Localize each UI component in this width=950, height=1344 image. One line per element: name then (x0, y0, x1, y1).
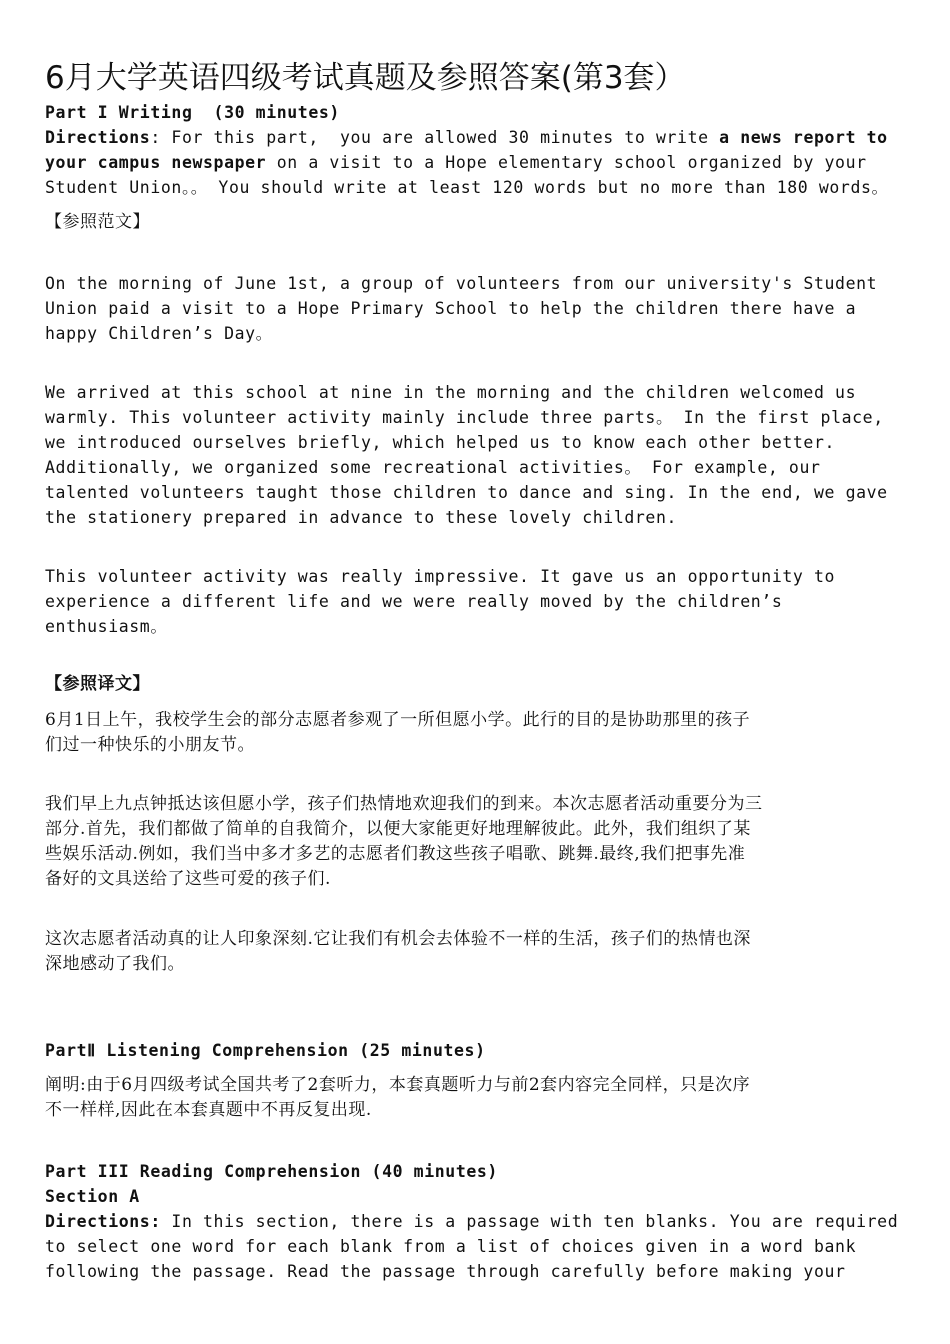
directions-emphasis: your campus newspaper (45, 153, 267, 172)
translation-line: 部分.首先，我们都做了简单的自我简介，以便大家能更好地理解彼此。此外，我们组织了某 (45, 819, 751, 839)
translation-line: 这次志愿者活动真的让人印象深刻.它让我们有机会去体验不一样的生活，孩子们的热情也深 (45, 929, 751, 949)
directions-emphasis: a news report to (719, 128, 888, 147)
part1-directions-line1 (45, 125, 888, 150)
essay-line: We arrived at this school at nine in the morning and the children welcomed us (45, 383, 857, 402)
part3-heading: Part III Reading Comprehension (40 minutes) (45, 1162, 498, 1181)
directions-text: : For this part, you are allowed 30 minutes to write (150, 128, 720, 147)
essay-line: enthusiasm。 (45, 617, 168, 636)
essay-line: the stationery prepared in advance to these lovely children. (45, 508, 678, 527)
translation-line: 们过一种快乐的小朋友节。 (45, 735, 255, 755)
translation-label: 【参照译文】 (45, 674, 150, 694)
essay-line: we introduced ourselves briefly, which helped us to know each other better. (45, 433, 836, 452)
essay-line: warmly. This volunteer activity mainly include three parts。 In the first place, (45, 408, 884, 427)
essay-line: experience a different life and we were really moved by the children’s (45, 592, 783, 611)
essay-line: happy Children’s Day。 (45, 324, 273, 343)
directions-text: In this section, there is a passage with ten blanks. You are required (160, 1212, 899, 1231)
essay-line: talented volunteers taught those children to dance and sing. In the end, we gave (45, 483, 888, 502)
essay-line: This volunteer activity was really impressive. It gave us an opportunity to (45, 567, 836, 586)
part2-note-line: 阐明:由于6月四级考试全国共考了2套听力，本套真题听力与前2套内容完全同样，只是次序 (45, 1075, 751, 1095)
part2-note-line: 不一样样,因此在本套真题中不再反复出现. (45, 1100, 372, 1120)
essay-line: Union paid a visit to a Hope Primary School to help the children there have a (45, 299, 857, 318)
part3-directions-line1 (45, 1209, 898, 1234)
part1-heading: Part I Writing (30 minutes) (45, 103, 340, 122)
directions-label: Directions: (45, 1212, 161, 1231)
part2-heading: PartⅡ Listening Comprehension (25 minutes) (45, 1041, 486, 1060)
part1-directions-line3: Student Union。。 You should write at least 120 words but no more than 180 words。 (45, 178, 889, 197)
translation-line: 6月1日上午，我校学生会的部分志愿者参观了一所但愿小学。此行的目的是协助那里的孩子 (45, 710, 751, 730)
translation-line: 些娱乐活动.例如，我们当中多才多艺的志愿者们教这些孩子唱歌、跳舞.最终,我们把事先准 (45, 844, 746, 864)
part3-directions-line: following the passage. Read the passage through carefully before making your (45, 1262, 846, 1281)
part3-directions-line: to select one word for each blank from a list of choices given in a word bank (45, 1237, 857, 1256)
section-heading: Section A (45, 1187, 140, 1206)
essay-line: On the morning of June 1st, a group of volunteers from our university's Student (45, 274, 878, 293)
translation-line: 备好的文具送给了这些可爱的孩子们. (45, 869, 331, 889)
directions-text: on a visit to a Hope elementary school organized by your (266, 153, 867, 172)
page-title: 6月大学英语四级考试真题及参照答案(第3套） (45, 60, 686, 96)
sample-essay-label: 【参照范文】 (45, 212, 150, 232)
translation-line: 深地感动了我们。 (45, 954, 185, 974)
translation-line: 我们早上九点钟抵达该但愿小学，孩子们热情地欢迎我们的到来。本次志愿者活动重要分为三 (45, 794, 763, 814)
essay-line: Additionally, we organized some recreational activities。 For example, our (45, 458, 821, 477)
part1-directions-line2 (45, 150, 867, 175)
directions-label: Directions (45, 128, 151, 147)
